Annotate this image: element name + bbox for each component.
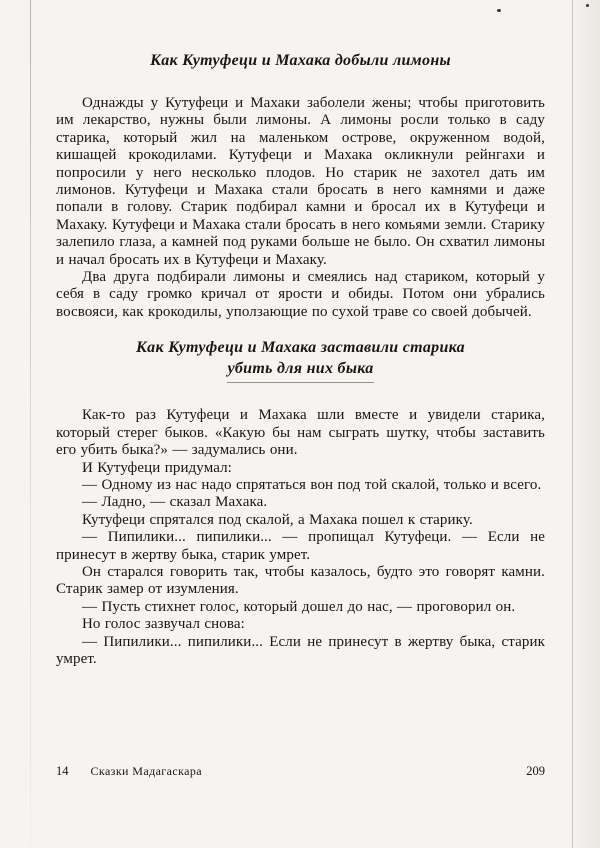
paragraph: Кутуфеци спрятался под скалой, а Махака пошел к старику. <box>82 511 473 528</box>
story-title-line: Как Кутуфеци и Махака заставили старика <box>136 339 465 357</box>
paragraph: — Ладно, — сказал Махака. <box>82 494 268 511</box>
page-footer <box>56 764 545 779</box>
scan-speck <box>586 4 589 7</box>
story-section-lemons <box>56 50 545 321</box>
paragraph: Но голос зазвучал снова: <box>82 616 245 633</box>
paragraph: — Пусть стихнет голос, который дошел до нас, — проговорил он. <box>82 598 516 615</box>
story-title-line: убить для них быка <box>227 358 373 383</box>
story-title <box>56 50 545 71</box>
page-edge-right-line <box>572 0 573 848</box>
page-number: 209 <box>526 764 545 778</box>
running-title: Сказки Мадагаскара <box>90 764 202 778</box>
paragraph: Он старался говорить так, чтобы казалось, будто это говорят камни. Старик замер от изумления. <box>56 563 545 598</box>
story-section-bull <box>56 337 545 668</box>
paragraph: Как-то раз Кутуфеци и Махака шли вместе и увидели старика, который стерег быков. «Какую бы нам сыграть шутку, чтобы заставить его убить быка?» — задумались они. <box>56 407 545 459</box>
scan-speck <box>497 9 501 12</box>
paragraph: — Одному из нас надо спрятаться вон под той скалой, только и всего. <box>82 476 542 493</box>
page-edge-right-shadow <box>570 0 600 848</box>
paragraph: — Пипилики... пипилики... — пропищал Кутуфеци. — Если не принесут в жертву быка, старик умрет. <box>56 529 545 563</box>
paragraph: Два друга подбирали лимоны и смеялись над стариком, который у себя в саду громко кричал от ярости и обиды. Потом они убрались восвояси, как крокодилы, уползающие по сухой траве со своей добычей. <box>56 269 545 320</box>
story-title <box>56 337 545 383</box>
text-block <box>56 50 545 668</box>
page-edge-left-line <box>30 0 31 848</box>
paragraph: Однажды у Кутуфеци и Махаки заболели жены; чтобы приготовить им лекарство, нужны были лимоны. А лимоны росли только в саду старика, который жил на маленьком острове, окруженном водой, кишащей крокодилами. Кутуфеци и Махака окликнули рейнгахи и попросили у него несколько плодов. Но старик не захотел дать им лимонов. Кутуфеци и Махака стали бросать в него камнями и даже попали в голову. Старик подбирал камни и бросал их в Кутуфеци и Махаку. Кутуфеци и Махака стали бросать в него комьями земли. Старику залепило глаза, а камней под руками больше не было. Он схватил лимоны и начал бросать их в Кутуфеци и Махаку. <box>56 95 545 268</box>
story-title-line: Как Кутуфеци и Махака добыли лимоны <box>150 52 451 69</box>
signature-number: 14 <box>56 764 69 778</box>
paragraph: — Пипилики... пипилики... Если не принесут в жертву быка, старик умрет. <box>56 633 545 667</box>
paragraph: И Кутуфеци придумал: <box>82 459 232 476</box>
